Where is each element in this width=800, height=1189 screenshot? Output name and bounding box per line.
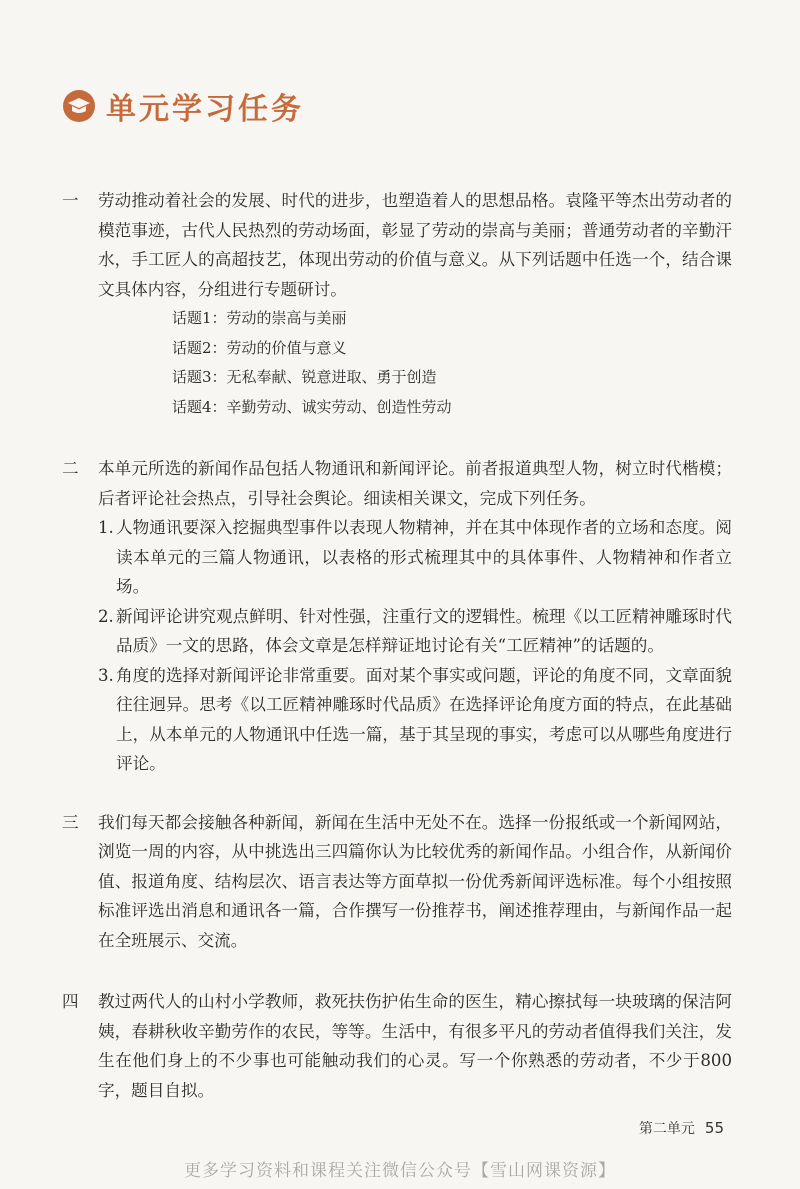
page-title: 单元学习任务 [106,92,304,127]
subtask-text: 新闻评论讲究观点鲜明、针对性强，注重行文的逻辑性。梳理《以工匠精神雕琢时代品质》一文的思路，体会文章是怎样辩证地讨论有关“工匠精神”的话题的。 [116,606,732,655]
topic-list [172,304,732,422]
topic-item: 话题2：劳动的价值与意义 [172,338,347,357]
section-text: 我们每天都会接触各种新闻，新闻在生活中无处不在。选择一份报纸或一个新闻网站，浏览一周的内容，从中挑选出三四篇你认为比较优秀的新闻作品。小组合作，从新闻价值、报道角度、结构层次、语言表达等方面草拟一份优秀新闻评选标准。每个小组按照标准评选出消息和通讯各一篇，合作撰写一份推荐书，阐述推荐理由，与新闻作品一起在全班展示、交流。 [98,812,732,950]
subtask-item [98,602,732,661]
topic-item: 话题3：无私奉献、锐意进取、勇于创造 [172,368,437,386]
task-section-4 [62,987,732,1105]
subtask-number: 3. [98,665,114,685]
task-list [62,186,732,1105]
task-section-1 [62,186,732,422]
page-number: 55 [704,1119,724,1137]
section-number: 二 [62,459,79,478]
task-section-3 [62,808,732,956]
page-footer [639,1118,724,1138]
section-text: 本单元所选的新闻作品包括人物通讯和新闻评论。前者报道典型人物，树立时代楷模；后者评论社会热点，引导社会舆论。细读相关课文，完成下列任务。 [98,459,732,508]
subtask-number: 1. [98,518,114,537]
task-section-2 [62,454,732,779]
subtask-item [98,513,732,602]
unit-header [62,84,304,128]
topic-item: 话题4：辛勤劳动、诚实劳动、创造性劳动 [172,397,452,416]
section-text: 教过两代人的山村小学教师，救死扶伤护佑生命的医生，精心擦拭每一块玻璃的保洁阿姨，春耕秋收辛勤劳作的农民，等等。生活中，有很多平凡的劳动者值得我们关注，发生在他们身上的不少事也可能触动我们的心灵。写一个你熟悉的劳动者，不少于800字，题目自拟。 [98,992,732,1100]
unit-label: 第二单元 [638,1121,695,1137]
topic-item: 话题1：劳动的崇高与美丽 [172,309,347,327]
subtask-item [98,661,732,779]
section-number: 四 [62,992,79,1011]
watermark-text: 更多学习资料和课程关注微信公众号【雪山网课资源】 [184,1161,616,1181]
section-number: 三 [62,812,79,832]
subtask-text: 人物通讯要深入挖掘典型事件以表现人物精神，并在其中体现作者的立场和态度。阅读本单元的三篇人物通讯，以表格的形式梳理其中的具体事件、人物精神和作者立场。 [116,518,732,596]
section-number: 一 [62,191,79,210]
section-text: 劳动推动着社会的发展、时代的进步，也塑造着人的思想品格。袁隆平等杰出劳动者的模范事迹，古代人民热烈的劳动场面，彰显了劳动的崇高与美丽；普通劳动者的辛勤汗水，手工匠人的高超技艺，体现出劳动的价值与意义。从下列话题中任选一个，结合课文具体内容，分组进行专题研讨。 [98,191,732,299]
subtask-number: 2. [98,606,114,626]
graduation-cap-icon [62,89,96,123]
subtask-text: 角度的选择对新闻评论非常重要。面对某个事实或问题，评论的角度不同，文章面貌往往迥异。思考《以工匠精神雕琢时代品质》在选择评论角度方面的特点，在此基础上，从本单元的人物通讯中任选一篇，基于其呈现的事实，考虑可以从哪些角度进行评论。 [116,665,732,773]
